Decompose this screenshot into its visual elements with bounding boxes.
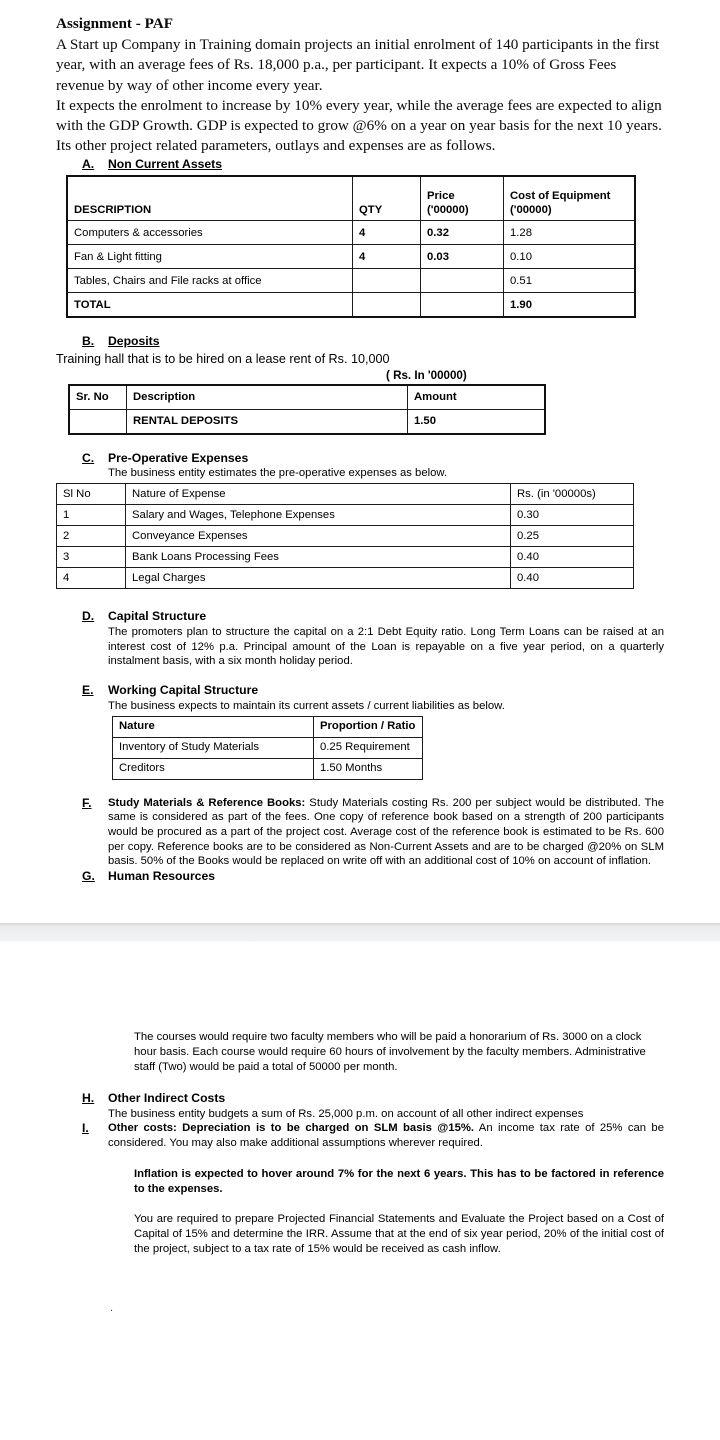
- col-header-cost-line2: ('00000): [510, 204, 552, 217]
- section-f-body: [108, 796, 664, 869]
- cell-amount: 0.30: [511, 505, 634, 526]
- col-header-sl-no: Sl No: [57, 484, 126, 505]
- cell-price: 0.32: [421, 221, 504, 245]
- section-a-title: Non Current Assets: [108, 156, 222, 171]
- cell-nature: Bank Loans Processing Fees: [126, 547, 511, 568]
- table-row: [113, 758, 423, 779]
- col-header-amount: Amount: [408, 385, 546, 410]
- cell-proportion: 0.25 Requirement: [314, 737, 423, 758]
- intro-paragraph-1: A Start up Company in Training domain projects an initial enrolment of 140 participants in the first year, with an average fees of Rs. 18,000 p.a., per participant. It expects a 10% of Gross Fees revenue by way of other income every year.: [56, 36, 660, 94]
- cell-price: 0.03: [421, 245, 504, 269]
- intro-block: [56, 14, 664, 157]
- cell-cost: 1.90: [504, 293, 636, 318]
- cell-nature: Legal Charges: [126, 568, 511, 589]
- col-header-sr-no: Sr. No: [69, 385, 127, 410]
- cell-description: RENTAL DEPOSITS: [127, 409, 408, 434]
- col-header-proportion: Proportion / Ratio: [314, 716, 423, 737]
- section-i-block: [82, 1121, 664, 1150]
- cell-nature: Salary and Wages, Telephone Expenses: [126, 505, 511, 526]
- col-header-description: DESCRIPTION: [67, 176, 353, 221]
- section-c-title: Pre-Operative Expenses: [108, 450, 249, 465]
- cell-price: [421, 293, 504, 318]
- section-h-body: The business entity budgets a sum of Rs. 25,000 p.m. on account of all other indirect expenses: [108, 1107, 584, 1120]
- col-header-description: Description: [127, 385, 408, 410]
- deposits-units-note: ( Rs. In '00000): [386, 368, 467, 382]
- page-title: Assignment - PAF: [56, 15, 173, 32]
- section-b-title: Deposits: [108, 334, 160, 349]
- closing-paragraph: You are required to prepare Projected Financial Statements and Evaluate the Project based on a Cost of Capital of 15% and determine the IRR. Assume that at the end of six year period, 20% of the initial cost of the project, subject to a tax rate of 15% would be received as cash inflow.: [134, 1213, 664, 1256]
- cell-cost: 0.51: [504, 269, 636, 293]
- section-e-heading: [82, 683, 664, 699]
- section-f-text: Study Materials costing Rs. 200 per subject would be distributed. The same is considered as part of the fees. One copy of reference book based on a strength of 200 participants would be procured as a part of the project cost. Average cost of the reference book is estimated to be Rs. 600 per copy. Reference books are to be considered as Non-Current Assets and are to be charged @20% on SLM basis. 50% of the Books would be replaced on write off with an additional cost of 10% on account of inflation.: [108, 796, 664, 868]
- deposits-table: [68, 384, 546, 435]
- working-capital-table: [112, 716, 423, 780]
- section-g-heading: [82, 869, 664, 885]
- section-e-title: Working Capital Structure: [108, 683, 259, 698]
- table-row: [113, 737, 423, 758]
- section-d-heading: [82, 609, 664, 625]
- section-g-letter: G.: [82, 868, 95, 883]
- section-d-letter: D.: [82, 609, 95, 624]
- table-row: [69, 409, 545, 434]
- table-row: [57, 547, 634, 568]
- cell-sl-no: 1: [57, 505, 126, 526]
- table-header-row: [69, 385, 545, 410]
- col-header-amount: Rs. (in '00000s): [511, 484, 634, 505]
- cell-sl-no: 4: [57, 568, 126, 589]
- table-row: [67, 269, 635, 293]
- section-e-body: The business expects to maintain its current assets / current liabilities as below.: [108, 699, 505, 712]
- trailing-mark: .: [110, 1302, 114, 1315]
- cell-qty: 4: [353, 221, 421, 245]
- section-b-letter: B.: [82, 334, 95, 349]
- section-c-body: The business entity estimates the pre-operative expenses as below.: [108, 467, 448, 480]
- cell-cost: 0.10: [504, 245, 636, 269]
- section-f-block: [82, 796, 664, 869]
- col-header-nature: Nature of Expense: [126, 484, 511, 505]
- col-header-nature: Nature: [113, 716, 314, 737]
- non-current-assets-table: [66, 175, 636, 318]
- section-i-body: [108, 1121, 664, 1150]
- section-h-letter: H.: [82, 1090, 95, 1105]
- cell-qty: 4: [353, 245, 421, 269]
- cell-qty: [353, 269, 421, 293]
- cell-sl-no: 2: [57, 526, 126, 547]
- section-f-title: Study Materials & Reference Books:: [108, 796, 306, 809]
- table-header-row: [67, 176, 635, 221]
- cell-amount: 0.25: [511, 526, 634, 547]
- page-2: [0, 942, 720, 1440]
- col-header-price-line1: Price: [427, 190, 455, 203]
- cell-sr-no: [69, 409, 127, 434]
- section-i-letter: I.: [82, 1121, 89, 1136]
- section-g-title: Human Resources: [108, 868, 216, 883]
- cell-amount: 1.50: [408, 409, 546, 434]
- section-g-body: The courses would require two faculty members who will be paid a honorarium of Rs. 3000 on a clock hour basis. Each course would require 60 hours of involvement by the faculty members. Administrative staff (Two) would be paid a total of 50000 per month.: [134, 1031, 646, 1073]
- cell-cost: 1.28: [504, 221, 636, 245]
- col-header-qty: QTY: [353, 176, 421, 221]
- table-row: [57, 526, 634, 547]
- cell-price: [421, 269, 504, 293]
- section-b-heading: [82, 334, 664, 350]
- section-c-letter: C.: [82, 450, 95, 465]
- cell-nature: Creditors: [113, 758, 314, 779]
- table-row-total: [67, 293, 635, 318]
- col-header-cost: [504, 176, 636, 221]
- col-header-price: [421, 176, 504, 221]
- section-h-heading: [82, 1091, 664, 1107]
- section-d-body: The promoters plan to structure the capital on a 2:1 Debt Equity ratio. Long Term Loans can be raised at an interest cost of 12% p.a. Principal amount of the Loan is repayable on a five year period, on a quarterly instalment basis, with a six month holiday period.: [108, 626, 664, 668]
- cell-sl-no: 3: [57, 547, 126, 568]
- cell-amount: 0.40: [511, 547, 634, 568]
- section-d-title: Capital Structure: [108, 609, 207, 624]
- table-row: [57, 568, 634, 589]
- table-header-row: [57, 484, 634, 505]
- table-row: [67, 245, 635, 269]
- cell-amount: 0.40: [511, 568, 634, 589]
- col-header-cost-line1: Cost of Equipment: [510, 190, 611, 203]
- section-i-title: Other costs: Depreciation is to be charged on SLM basis @15%.: [108, 1122, 475, 1135]
- section-e-letter: E.: [82, 683, 94, 698]
- section-c-heading: [82, 451, 664, 467]
- section-f-letter: F.: [82, 795, 92, 810]
- section-a-letter: A.: [82, 156, 95, 171]
- inflation-note: Inflation is expected to hover around 7% for the next 6 years. This has to be factored in reference to the expenses.: [134, 1167, 664, 1195]
- cell-description: TOTAL: [67, 293, 353, 318]
- cell-nature: Conveyance Expenses: [126, 526, 511, 547]
- section-h-title: Other Indirect Costs: [108, 1090, 226, 1105]
- cell-qty: [353, 293, 421, 318]
- col-header-price-line2: ('00000): [427, 204, 469, 217]
- section-a-heading: [82, 157, 664, 173]
- intro-paragraph-3: Its other project related parameters, outlays and expenses are as follows.: [56, 137, 496, 155]
- cell-description: Fan & Light fitting: [67, 245, 353, 269]
- lease-rent-line: Training hall that is to be hired on a lease rent of Rs. 10,000: [56, 352, 390, 367]
- cell-nature: Inventory of Study Materials: [113, 737, 314, 758]
- table-row: [67, 221, 635, 245]
- table-row: [57, 505, 634, 526]
- cell-description: Tables, Chairs and File racks at office: [67, 269, 353, 293]
- page-break-separator: [0, 923, 720, 942]
- intro-paragraph-2: It expects the enrolment to increase by 10% every year, while the average fees are expected to align with the GDP Growth. GDP is expected to grow @6% on a year on year basis for the next 10 years.: [56, 96, 662, 135]
- cell-proportion: 1.50 Months: [314, 758, 423, 779]
- section-i-text: An income tax rate of 25% can be considered. You may also make additional assumptions wherever required.: [108, 1122, 664, 1149]
- pre-operative-expenses-table: [56, 483, 634, 589]
- table-header-row: [113, 716, 423, 737]
- cell-description: Computers & accessories: [67, 221, 353, 245]
